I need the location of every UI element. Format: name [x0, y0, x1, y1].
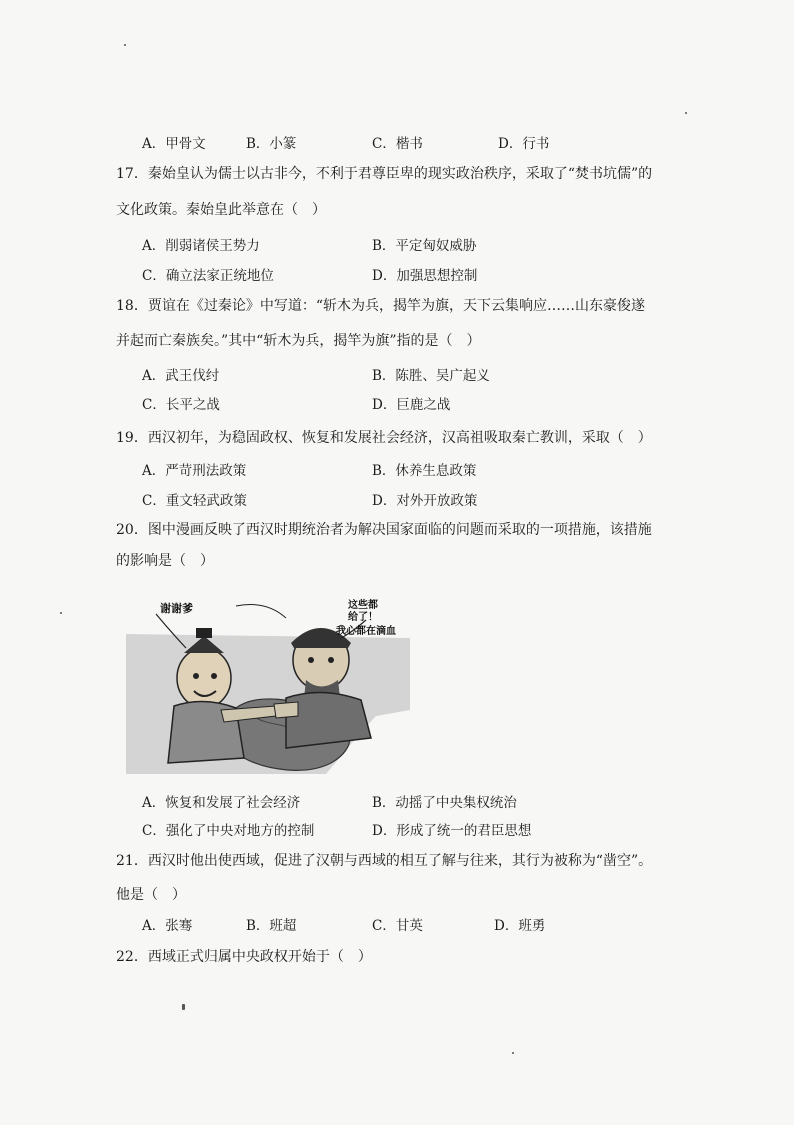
q18-option-c: C．长平之战: [142, 397, 220, 413]
q21-option-d: D．班勇: [494, 918, 546, 934]
q20-option-b: B．动摇了中央集权统治: [372, 795, 517, 811]
q19-option-a: A．严苛刑法政策: [142, 463, 247, 479]
q19-option-c: C．重文轻武政策: [142, 493, 247, 509]
q21-option-a: A．张骞: [142, 918, 193, 934]
scan-speck: [685, 112, 687, 114]
q19-option-b: B．休养生息政策: [372, 463, 477, 479]
scan-speck: [124, 44, 126, 46]
q20-stem-line2: 的影响是（ ）: [116, 553, 214, 569]
q19-option-d: D．对外开放政策: [372, 493, 478, 509]
q20-option-a: A．恢复和发展了社会经济: [142, 795, 301, 811]
q22-stem-line1: 22．西域正式归属中央政权开始于（ ）: [116, 949, 372, 965]
cartoon-right-bubble-line3: 我心都在滴血: [336, 626, 396, 637]
cartoon-right-bubble-line2: 给了！: [348, 612, 378, 623]
cartoon-right-bubble-line1: 这些都: [348, 600, 378, 611]
q16-option-a: A．甲骨文: [142, 136, 206, 152]
scan-speck: [512, 1052, 514, 1054]
q18-option-d: D．巨鹿之战: [372, 397, 451, 413]
q17-option-d: D．加强思想控制: [372, 268, 478, 284]
q17-option-a: A．削弱诸侯王势力: [142, 238, 260, 254]
q20-cartoon: [126, 598, 410, 774]
q20-option-c: C．强化了中央对地方的控制: [142, 823, 315, 839]
q21-option-c: C．甘英: [372, 918, 423, 934]
q21-stem-line2: 他是（ ）: [116, 887, 186, 903]
q18-stem-line2: 并起而亡秦族矣。”其中“斩木为兵，揭竿为旗”指的是（ ）: [116, 333, 481, 349]
q19-stem-line1: 19．西汉初年，为稳固政权、恢复和发展社会经济，汉高祖吸取秦亡教训，采取（ ）: [116, 430, 652, 446]
q18-stem-line1: 18．贾谊在《过秦论》中写道：“斩木为兵，揭竿为旗，天下云集响应……山东豪俊遂: [116, 298, 645, 314]
q18-option-a: A．武王伐纣: [142, 368, 220, 384]
q17-option-b: B．平定匈奴威胁: [372, 238, 477, 254]
q20-stem-line1: 20．图中漫画反映了西汉时期统治者为解决国家面临的问题而采取的一项措施，该措施: [116, 522, 652, 538]
q20-option-d: D．形成了统一的君臣思想: [372, 823, 532, 839]
q17-stem-line1: 17．秦始皇认为儒士以古非今，不利于君尊臣卑的现实政治秩序，采取了“焚书坑儒”的: [116, 166, 653, 182]
cartoon-left-bubble: 谢谢爹: [160, 602, 193, 615]
scan-speck: [182, 1004, 185, 1010]
q16-option-b: B．小篆: [246, 136, 297, 152]
q21-option-b: B．班超: [246, 918, 297, 934]
scan-speck: [60, 612, 62, 614]
q16-option-c: C．楷书: [372, 136, 423, 152]
q16-option-d: D．行书: [498, 136, 550, 152]
q21-stem-line1: 21．西汉时他出使西域，促进了汉朝与西域的相互了解与往来，其行为被称为“凿空”。: [116, 853, 653, 869]
q18-option-b: B．陈胜、吴广起义: [372, 368, 490, 384]
q17-stem-line2: 文化政策。秦始皇此举意在（ ）: [116, 202, 326, 218]
q17-option-c: C．确立法家正统地位: [142, 268, 274, 284]
